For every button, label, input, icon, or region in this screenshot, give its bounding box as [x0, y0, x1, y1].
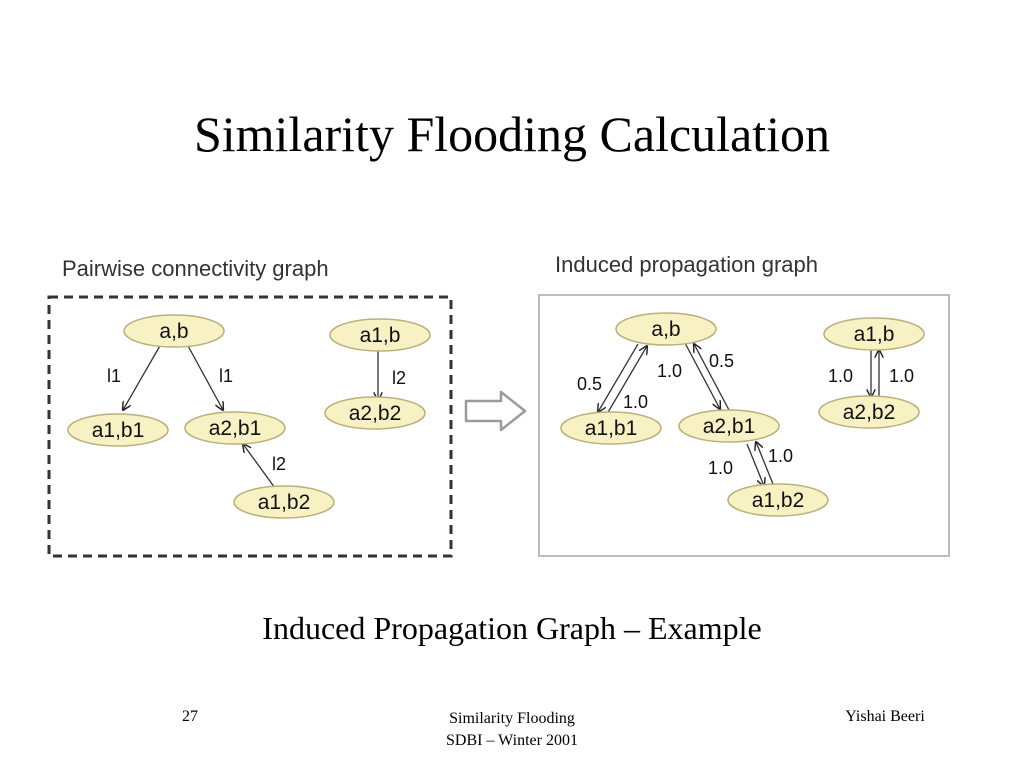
- left-node-a1b1-label: a1,b1: [91, 419, 145, 442]
- left-node-a1b1: [68, 414, 168, 446]
- footer-author: Yishai Beeri: [845, 708, 925, 725]
- left-node-a2b2: [325, 397, 425, 429]
- left-node-a1b-label: a1,b: [359, 324, 401, 347]
- figure-caption: Induced Propagation Graph – Example: [262, 610, 762, 646]
- left-node-a1b2: [234, 486, 334, 518]
- right-edge-a2b1-to-a1b2: [747, 444, 764, 486]
- left-node-ab-label: a,b: [159, 320, 189, 343]
- right-panel-title: Induced propagation graph: [555, 252, 818, 277]
- right-node-a2b1: [679, 410, 779, 442]
- right-edge-label-8: 1.0: [889, 366, 915, 386]
- left-node-a1b2-label: a1,b2: [257, 491, 311, 514]
- left-edge-ab-a2b1: [187, 344, 223, 410]
- right-node-a1b-label: a1,b: [853, 323, 895, 346]
- footer-center: [362, 708, 662, 752]
- left-node-a2b1-label: a2,b1: [208, 417, 262, 440]
- right-node-a2b1-label: a2,b1: [702, 415, 756, 438]
- right-node-a2b2: [819, 396, 919, 428]
- left-node-a2b1: [185, 412, 285, 444]
- right-node-a1b2: [728, 484, 828, 516]
- page-number: 27: [182, 708, 198, 725]
- footer-course-term: SDBI – Winter 2001: [446, 732, 578, 749]
- right-edge-label-2: 1.0: [623, 392, 649, 412]
- left-edge-label-3: l2: [392, 368, 407, 388]
- right-edge-label-1: 0.5: [577, 374, 603, 394]
- right-edge-label-5: 1.0: [708, 458, 734, 478]
- left-edge-a1b2-a2b1: [243, 444, 275, 488]
- left-panel-title: Pairwise connectivity graph: [62, 256, 329, 281]
- right-edge-label-3: 1.0: [657, 361, 683, 381]
- right-edge-label-4: 0.5: [709, 351, 735, 371]
- right-node-a2b2-label: a2,b2: [842, 401, 896, 424]
- left-node-a1b: [330, 319, 430, 351]
- left-edge-label-1: l1: [107, 366, 122, 386]
- right-node-a1b: [824, 318, 924, 350]
- right-edge-label-7: 1.0: [828, 366, 854, 386]
- right-node-a1b1-label: a1,b1: [584, 417, 638, 440]
- right-node-a1b2-label: a1,b2: [751, 489, 805, 512]
- left-node-ab: [124, 315, 224, 347]
- pairwise-connectivity-panel: [49, 256, 451, 556]
- footer-course-title: Similarity Flooding: [449, 710, 575, 727]
- left-edge-label-2: l1: [219, 366, 234, 386]
- left-edge-label-4: l2: [272, 454, 287, 474]
- right-node-ab: [616, 313, 716, 345]
- transform-arrow-icon: [466, 392, 525, 430]
- right-node-ab-label: a,b: [651, 318, 681, 341]
- right-node-a1b1: [561, 412, 661, 444]
- slide-title: Similarity Flooding Calculation: [193, 106, 831, 162]
- induced-propagation-panel: [539, 252, 949, 556]
- left-edge-ab-a1b1: [123, 344, 161, 410]
- right-edge-label-6: 1.0: [768, 446, 794, 466]
- left-node-a2b2-label: a2,b2: [348, 402, 402, 425]
